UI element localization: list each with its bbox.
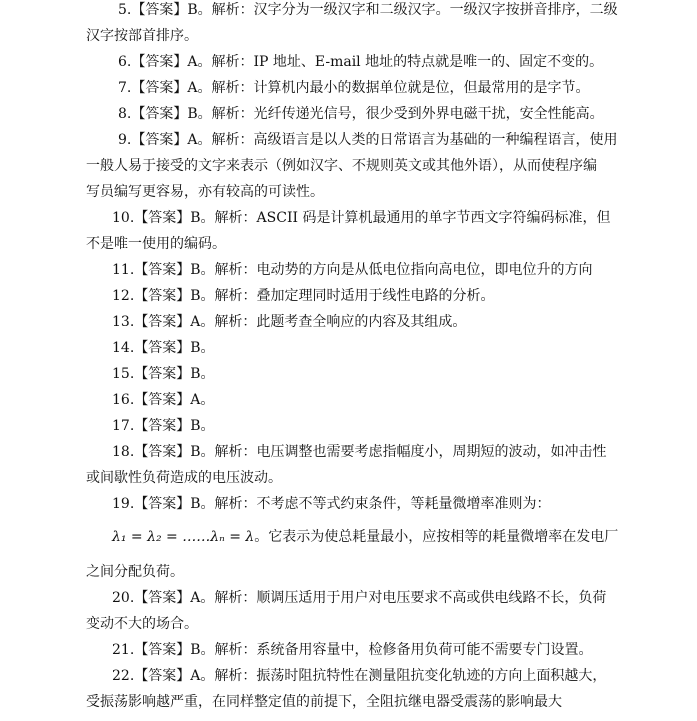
answer-6: 6.【答案】A。解析：IP 地址、E-mail 地址的特点就是唯一的、固定不变的。 (118, 54, 604, 70)
equal-incremental-rate-formula: λ₁ = λ₂ = ……λₙ = λ (112, 529, 255, 545)
answer-9-line-1: 9.【答案】A。解析：高级语言是以人类的日常语言为基础的一种编程语言，使用 (118, 132, 618, 148)
answer-19-line-1: 19.【答案】B。解析：不考虑不等式约束条件，等耗量微增率准则为： (112, 496, 551, 512)
answer-20-line-1: 20.【答案】A。解析：顺调压适用于用户对电压要求不高或供电线路不长，负荷 (112, 590, 607, 606)
answer-22-line-2: 受振荡影响越严重，在同样整定值的前提下，全阻抗继电器受震荡的影响最大 (86, 694, 562, 710)
answer-18-line-2: 或间歇性负荷造成的电压波动。 (86, 470, 282, 486)
answer-13: 13.【答案】A。解析：此题考查全响应的内容及其组成。 (112, 314, 467, 330)
answer-16: 16.【答案】A。 (112, 392, 215, 408)
answer-8: 8.【答案】B。解析：光纤传递光信号，很少受到外界电磁干扰，安全性能高。 (118, 106, 604, 122)
answer-19-line-2 (112, 528, 618, 546)
answer-12: 12.【答案】B。解析：叠加定理同时适用于线性电路的分析。 (112, 288, 495, 304)
answer-19-line-2-text: 。它表示为使总耗量最小，应按相等的耗量微增率在发电厂 (254, 529, 619, 545)
answer-10-line-1: 10.【答案】B。解析：ASCII 码是计算机最通用的单字节西文字符编码标准，但 (112, 210, 611, 226)
answer-11: 11.【答案】B。解析：电动势的方向是从低电位指向高电位，即电位升的方向 (112, 262, 593, 278)
answer-18-line-1: 18.【答案】B。解析：电压调整也需要考虑指幅度小，周期短的波动，如冲击性 (112, 444, 607, 460)
answer-15: 15.【答案】B。 (112, 366, 215, 382)
answer-22-line-1: 22.【答案】A。解析：振荡时阻抗特性在测量阻抗变化轨迹的方向上面积越大， (112, 668, 607, 684)
answer-21: 21.【答案】B。解析：系统备用容量中，检修备用负荷可能不需要专门设置。 (112, 642, 593, 658)
answer-5-line-1: 5.【答案】B。解析：汉字分为一级汉字和二级汉字。一级汉字按拼音排序，二级 (118, 2, 618, 18)
answer-14: 14.【答案】B。 (112, 340, 215, 356)
answer-17: 17.【答案】B。 (112, 418, 215, 434)
answer-9-line-3: 写员编写更容易，亦有较高的可读性。 (86, 184, 324, 200)
answer-19-line-3: 之间分配负荷。 (86, 564, 184, 580)
answer-20-line-2: 变动不大的场合。 (86, 616, 198, 632)
answer-9-line-2: 一般人易于接受的文字来表示（例如汉字、不规则英文或其他外语），从而使程序编 (86, 158, 597, 174)
answer-10-line-2: 不是唯一使用的编码。 (86, 236, 226, 252)
answer-5-line-2: 汉字按部首排序。 (86, 28, 198, 44)
answer-7: 7.【答案】A。解析：计算机内最小的数据单位就是位，但最常用的是字节。 (118, 80, 590, 96)
